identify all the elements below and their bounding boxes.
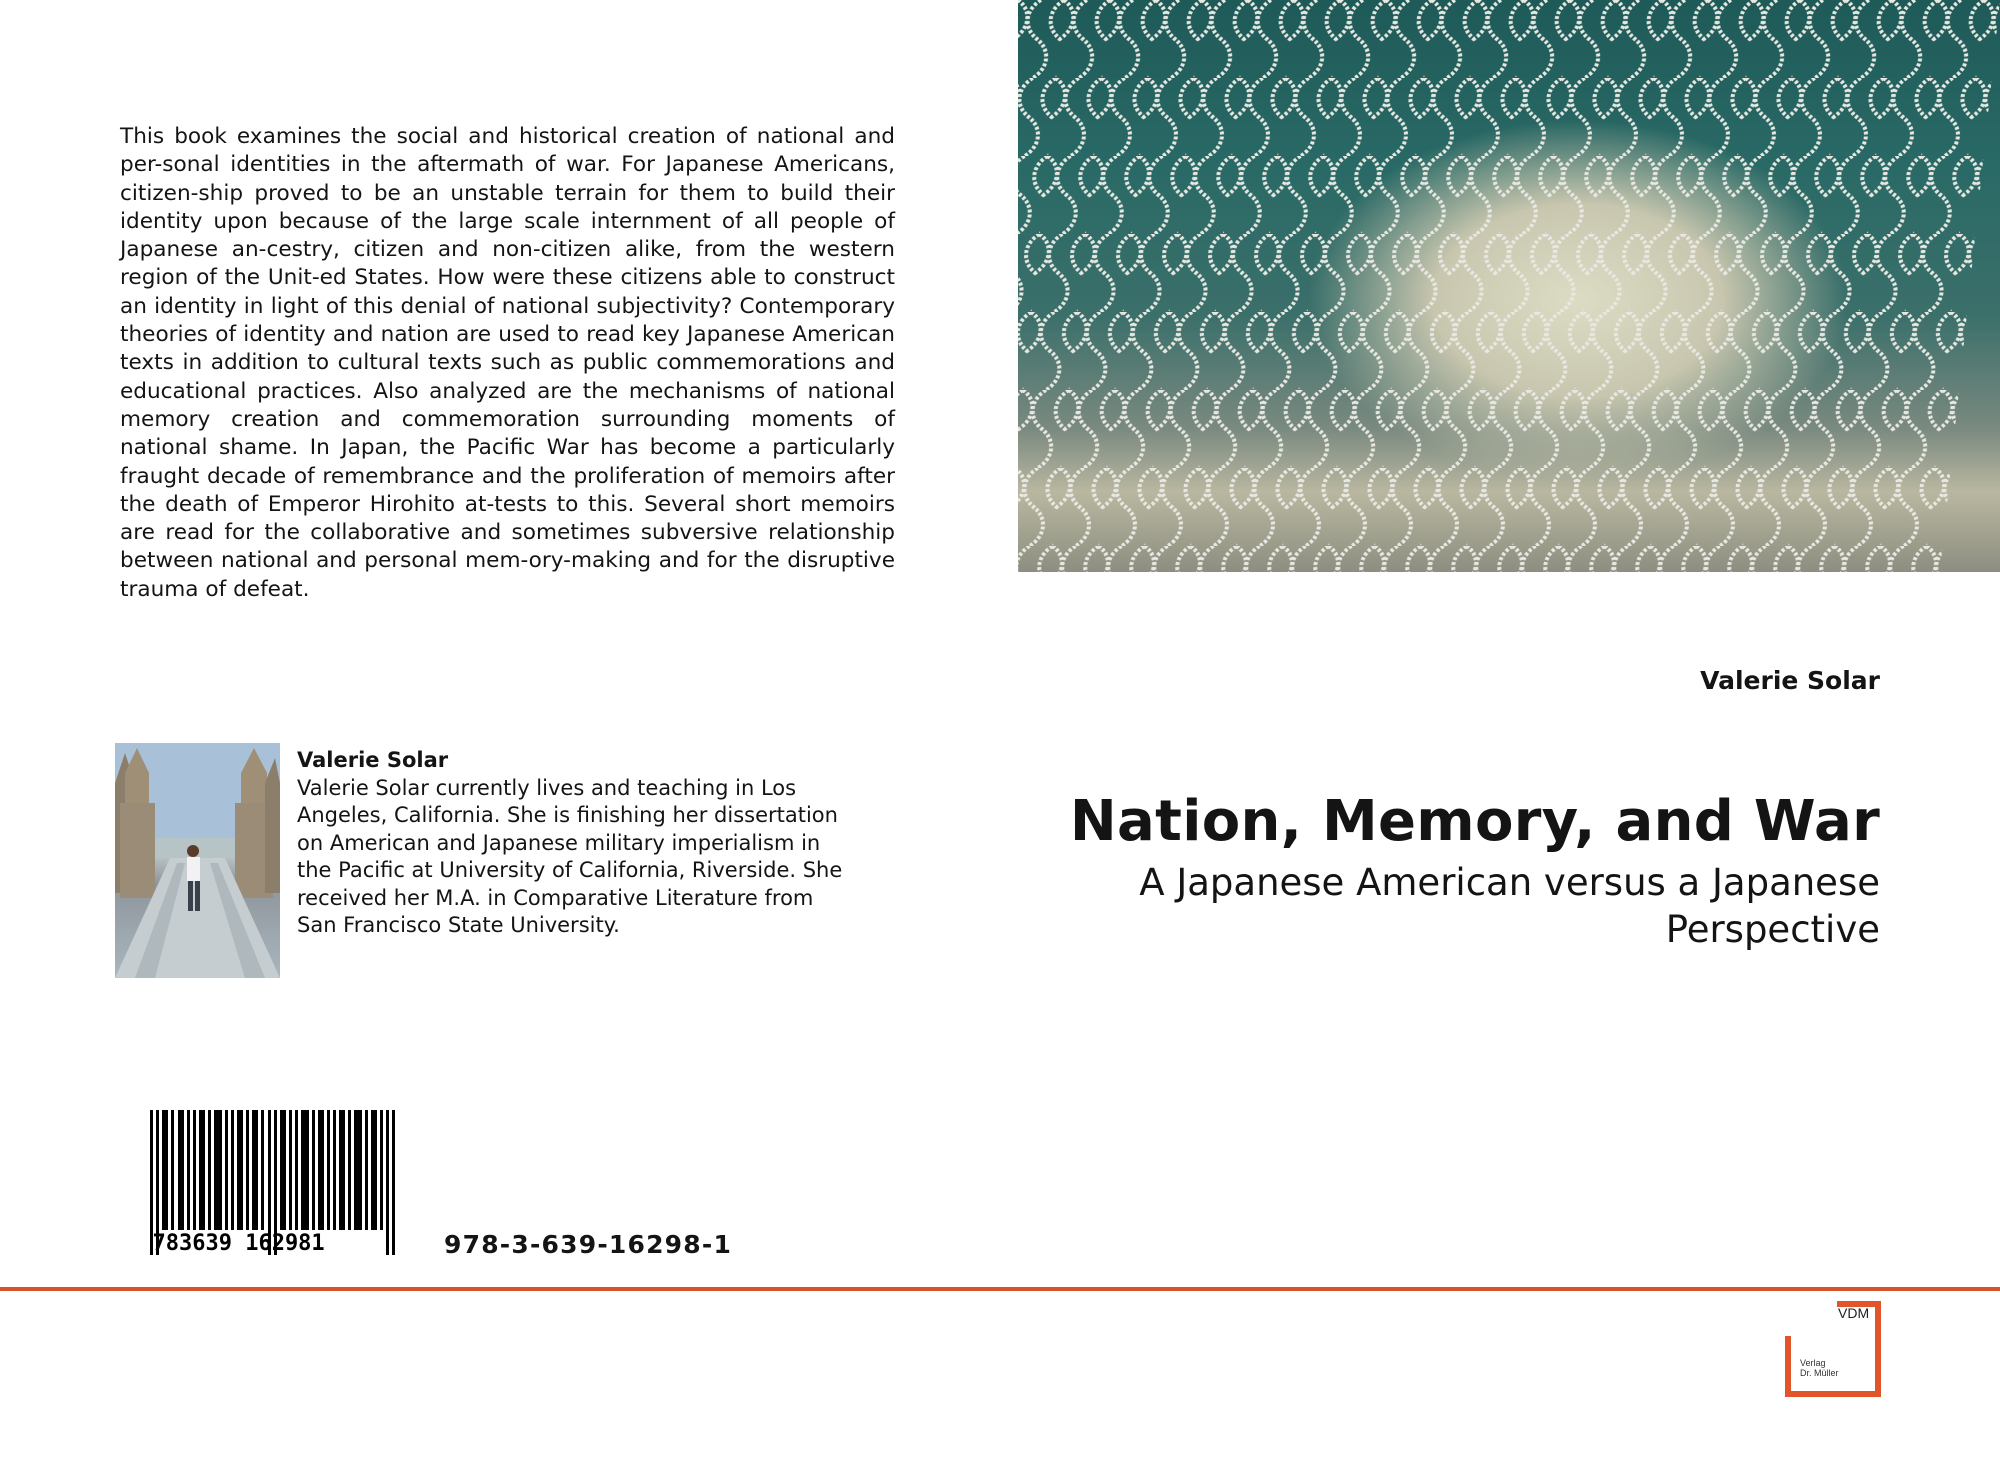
- book-title: Nation, Memory, and War: [1069, 789, 1880, 854]
- publisher-name: VDM: [1838, 1305, 1870, 1321]
- publisher-subtitle: [1800, 1358, 1839, 1378]
- net-pattern: [1018, 0, 2000, 572]
- book-subtitle: A Japanese American versus a Japanese Perspective: [1139, 861, 1880, 951]
- barcode-digits: 9 783639 162981: [140, 1231, 325, 1256]
- publisher-logo: [1785, 1301, 1881, 1397]
- back-cover-blurb: This book examines the social and historical creation of national and per-sonal identities in the aftermath of war. For Japanese Americans, citizen-ship proved to be an unstable terrain for them to build their identity upon because of the large scale internment of all people of Japanese an-cestry, citizen and non-citizen alike, from the western region of the Unit-ed States. How were these citizens able to construct an identity in light of this denial of national subjectivity? Contemporary theories of identity and nation are used to read key Japanese American texts in addition to cultural texts such as public commemorations and educational practices. Also analyzed are the mechanisms of national memory creation and commemoration surrounding moments of national shame. In Japan, the Pacific War has become a particularly fraught decade of remembrance and the proliferation of memoirs after the death of Emperor Hirohito at-tests to this. Several short memoirs are read for the collaborative and sometimes subversive relationship between national and personal mem-ory-making and for the disruptive trauma of defeat.: [120, 124, 895, 602]
- front-author-name: Valerie Solar: [1700, 666, 1880, 695]
- barcode: [140, 1110, 420, 1270]
- cover-photo-net: [1018, 0, 2000, 572]
- publisher-line1: Verlag: [1800, 1358, 1826, 1368]
- author-bio-name: Valerie Solar: [297, 748, 449, 772]
- logo-notch: [1784, 1300, 1837, 1336]
- author-photo: [115, 743, 280, 978]
- barcode-bars: [140, 1110, 420, 1270]
- publisher-line2: Dr. Müller: [1800, 1368, 1839, 1378]
- isbn-number: 978-3-639-16298-1: [444, 1230, 733, 1259]
- accent-rule: [0, 1287, 2000, 1291]
- author-bio-text: Valerie Solar currently lives and teaching in Los Angeles, California. She is finishing her dissertation on American and Japanese military imperialism in the Pacific at University of California, Riverside. She received her M.A. in Comparative Literature from San Francisco State University.: [297, 775, 843, 937]
- author-bio: [297, 747, 857, 940]
- author-photo-scene: [115, 743, 280, 978]
